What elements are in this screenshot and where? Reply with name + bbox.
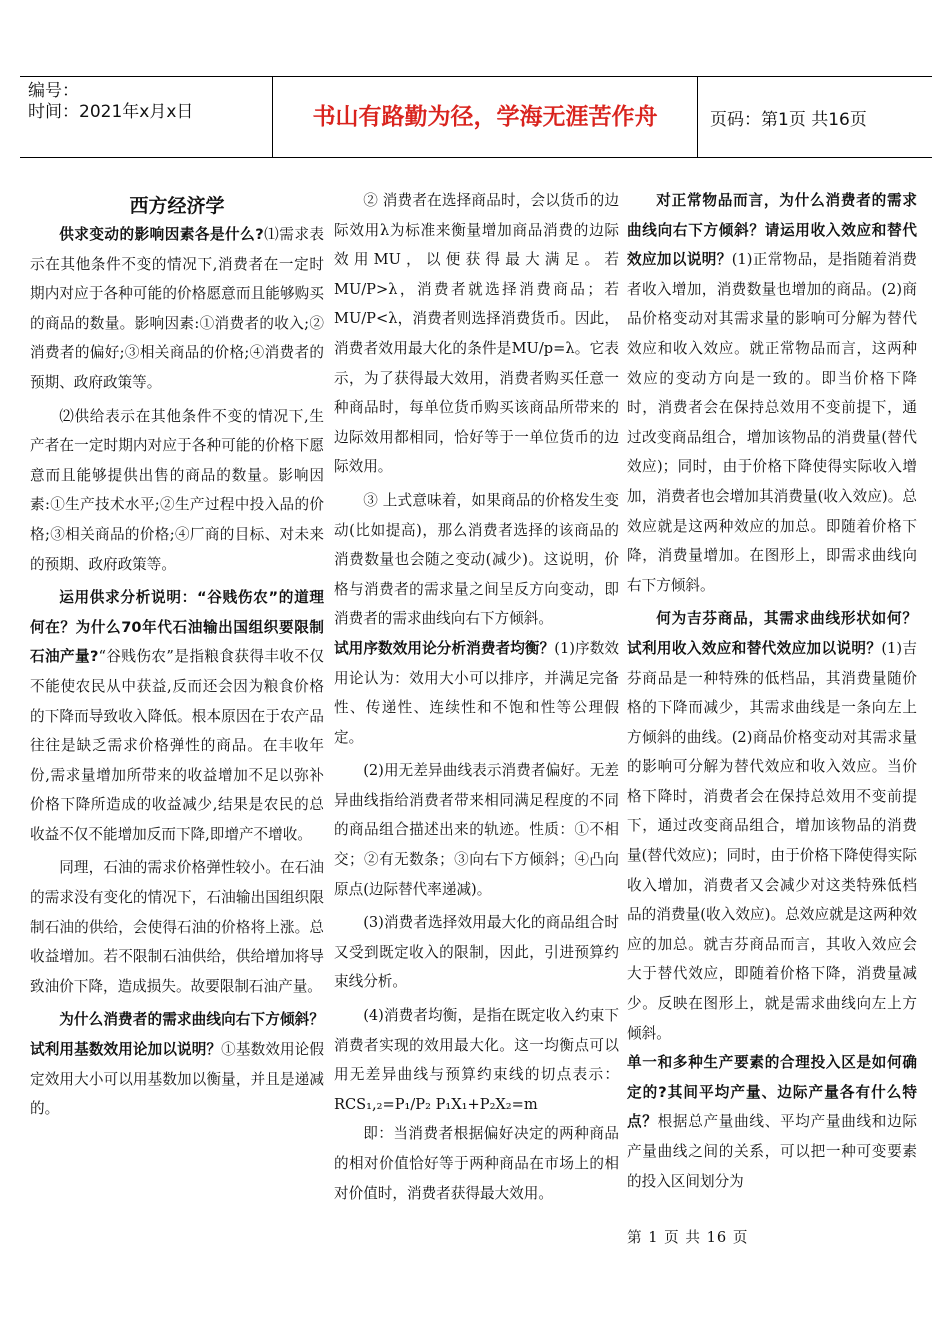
- q6-text-1: (1)吉芬商品是一种特殊的低档品，其消费量随价格的下降而减少，其需求曲线是一条向左上方倾斜的曲线。(2)商品价格变动对其需求量的影响可分解为替代效应和收入效应。当价格下降时，消费者会在保持总效用不变前提下，通过改变商品组合，增加该物品的消费量(替代效应)；同时，由于价格下降使得实际收入增加，消费者又会减少对这类特殊低档品的消费量(收入效应)。总效应就是这两种效应的加总。就吉芬商品而言，其收入效应会大于替代效应，即随着价格下降，消费量减少。反映在图形上，就是需求曲线向左上方倾斜。: [627, 639, 917, 1042]
- header-page-info: 页码：第1页 共16页: [710, 110, 867, 130]
- q3-title: 为什么消费者的需求曲线向右下方倾斜？试利用基数效用论加以说明？: [30, 1011, 324, 1059]
- q5-title: 对正常物品而言，为什么消费者的需求曲线向右下方倾斜？请运用收入效应和替代效应加以说明？: [627, 192, 917, 269]
- q6-paragraph: [627, 604, 917, 1048]
- q6-title: 何为吉芬商品，其需求曲线形状如何？试利用收入效应和替代效应加以说明？: [627, 610, 917, 657]
- q7-text-1: 根据总产量曲线、平均产量曲线和边际产量曲线之间的关系，可以把一种可变要素的投入区间划分为: [627, 1113, 917, 1190]
- q2-text-1: “谷贱伤农”是指粮食获得丰收不仅不能使农民从中获益,反而还会因为粮食价格的下降而导致收入降低。根本原因在于农产品往往是缺乏需求价格弹性的商品。在丰收年份,需求量增加所带来的收益增加不足以弥补价格下降所造成的收益减少,结果是农民的总收益不仅不能增加反而下降,即增产不增收。: [30, 648, 324, 843]
- q3-paragraph: [30, 1005, 324, 1123]
- q3-text-1: ①基数效用论假定效用大小可以用基数加以衡量，并且是递减的。: [30, 1041, 324, 1118]
- q5-text-1: (1)正常物品，是指随着消费者收入增加，消费数量也增加的商品。(2)商品价格变动对其需求量的影响可分解为替代效应和收入效应。就正常物品而言，这两种效应的变动方向是一致的。即当价格下降时，消费者会在保持总效用不变前提下，通过改变商品组合，增加该物品的消费量(替代效应)；同时，由于价格下降使得实际收入增加，消费者也会增加其消费量(收入效应)。总效应就是这两种效应的加总。即随着价格下降，消费量增加。在图形上，即需求曲线向右下方倾斜。: [627, 251, 917, 594]
- page-footer: 第 1 页 共 16 页: [627, 1229, 749, 1246]
- doc-time-label: 时间：2021年x月x日: [28, 102, 194, 122]
- doc-number-label: 编号：: [28, 81, 79, 101]
- q3-text-3: ③ 上式意味着，如果商品的价格发生变动(比如提高)，那么消费者选择的该商品的消费数量也会随之变动(减少)。这说明，价格与消费者的需求量之间呈反方向变动，即消费者的需求曲线向右下方倾斜。: [334, 491, 619, 628]
- q2-paragraph: [30, 583, 324, 849]
- column-3: [627, 186, 917, 1196]
- q1-text-2: ⑵供给表示在其他条件不变的情况下,生产者在一定时期内对应于各种可能的价格下愿意而且能够提供出售的商品的数量。影响因素:①生产技术水平;②生产过程中投入品的价格;③相关商品的价格;④厂商的目标、对未来的预期、政府政策等。: [30, 407, 324, 573]
- page-header: [20, 76, 932, 158]
- q4-text-2: (2)用无差异曲线表示消费者偏好。无差异曲线指给消费者带来相同满足程度的不同的商品组合描述出来的轨迹。性质：①不相交；②有无数条；③向右下方倾斜；④凸向原点(边际替代率递减)。: [334, 762, 619, 898]
- q2-text-2: 同理，石油的需求价格弹性较小。在石油的需求没有变化的情况下，石油输出国组织限制石油的供给，会使得石油的价格将上涨。总收益增加。若不限制石油供给，供给增加将导致油价下降，造成损失。故要限制石油产量。: [30, 859, 324, 995]
- q4-text-4: (4)消费者均衡，是指在既定收入约束下消费者实现的效用最大化。这一均衡点可以用无差异曲线与预算约束线的切点表示：RCS₁,₂=P₁/P₂ P₁X₁+P₂X₂=m: [334, 1007, 619, 1113]
- q1-paragraph: [30, 220, 324, 398]
- q4-text-3: (3)消费者选择效用最大化的商品组合时又受到既定收入的限制，因此，引进预算约束线分析。: [334, 914, 619, 991]
- column-2: [334, 186, 619, 1208]
- q3-text-2: ② 消费者在选择商品时，会以货币的边际效用λ为标准来衡量增加商品消费的边际效用MU，以便获得最大满足。若 MU/P>λ，消费者就选择消费商品；若MU/P<λ，消费者则选择消费货币。因此，消费者效用最大化的条件是MU/p=λ。它表示，为了获得最大效用，消费者购买任意一种商品时，每单位货币购买该商品所带来的边际效用都相同，恰好等于一单位货币的边际效用。: [334, 192, 619, 476]
- header-meta: [28, 81, 258, 123]
- header-motto: 书山有路勤为径，学海无涯苦作舟: [272, 77, 698, 157]
- q2-title: 运用供求分析说明：“谷贱伤农”的道理何在？为什么70年代石油输出国组织要限制石油产量?: [30, 589, 324, 666]
- q4-paragraph: [334, 634, 619, 752]
- document-title: 西方经济学: [129, 195, 225, 217]
- q7-paragraph: [627, 1048, 917, 1196]
- column-1: [30, 186, 324, 1124]
- q5-paragraph: [627, 186, 917, 600]
- q1-title: 供求变动的影响因素各是什么?: [59, 226, 264, 243]
- q7-title: 单一和多种生产要素的合理投入区是如何确定的?其间平均产量、边际产量各有什么特点？: [627, 1054, 917, 1131]
- q4-text-5: 即：当消费者根据偏好决定的两种商品的相对价值恰好等于两种商品在市场上的相对价值时，消费者获得最大效用。: [334, 1125, 619, 1202]
- q1-text-1: ⑴需求表示在其他条件不变的情况下,消费者在一定时期内对应于各种可能的价格愿意而且能够购买的商品的数量。影响因素:①消费者的收入;②消费者的偏好;③相关商品的价格;④消费者的预期、政府政策等。: [30, 226, 324, 391]
- q4-title: 试用序数效用论分析消费者均衡？: [334, 639, 555, 657]
- q4-text-1: (1)序数效用论认为：效用大小可以排序，并满足完备性、传递性、连续性和不饱和性等公理假定。: [334, 639, 619, 746]
